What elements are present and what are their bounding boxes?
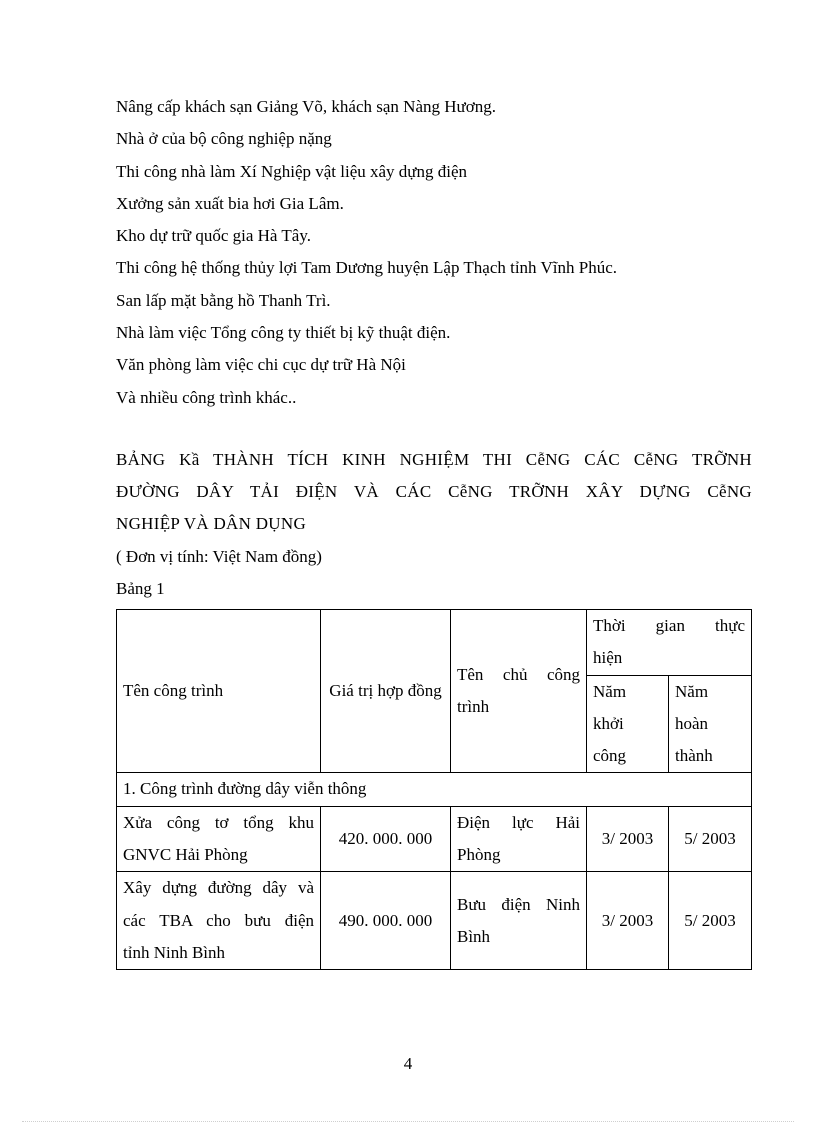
page-number: 4 [403, 1054, 413, 1073]
list-item: Nhà ở của bộ công nghiệp nặng [116, 129, 332, 149]
list-item: Kho dự trữ quốc gia Hà Tây. [116, 226, 311, 246]
header-start-line: Năm [593, 681, 627, 701]
header-time-line: hiện [593, 648, 623, 668]
list-item: Thi công nhà làm Xí Nghiệp vật liệu xây dựng điện [116, 161, 468, 181]
cell-owner [451, 806, 587, 872]
header-end-line: hoàn [675, 713, 709, 733]
list-item: Nhà làm việc Tổng công ty thiết bị kỹ thuật điện. [116, 323, 451, 343]
header-name: Tên công trình [117, 610, 321, 773]
cell-value: 420. 000. 000 [321, 806, 451, 872]
header-owner-text: Tên chủ công trình [457, 664, 580, 717]
cell-owner-line: Bưu điện Ninh [457, 894, 580, 914]
table-section-row [117, 773, 752, 806]
cell-owner [451, 872, 587, 970]
list-item: Văn phòng làm việc chi cục dự trữ Hà Nội [116, 355, 406, 375]
list-item: Xưởng sản xuất bia hơi Gia Lâm. [116, 193, 344, 213]
project-list [116, 94, 766, 417]
cell-value: 490. 000. 000 [321, 872, 451, 970]
unit-note: ( Đơn vị tính: Việt Nam đồng) [116, 547, 322, 566]
projects-table [116, 609, 752, 970]
cell-name-line: các TBA cho bưu điện [123, 910, 314, 930]
table-row [117, 872, 752, 970]
header-start-line: công [593, 746, 627, 766]
cell-owner-line: Bình [457, 926, 491, 946]
header-start-line: khởi [593, 713, 624, 733]
cell-owner-line: Điện lực Hải [457, 812, 580, 832]
cell-name-line: Xửa công tơ tổng khu [123, 812, 314, 832]
header-time-line: Thời gian thực [593, 616, 746, 635]
list-item: Và nhiều công trình khác.. [116, 387, 297, 407]
table-header-row [117, 610, 752, 676]
table-row [117, 806, 752, 872]
heading-line: NGHIỆP VÀ DÂN DỤNG [116, 514, 307, 533]
cell-name [117, 806, 321, 872]
cell-name-line: Xây dựng đường dây và [123, 878, 314, 898]
table-label: Bảng 1 [116, 579, 165, 598]
header-owner [451, 610, 587, 773]
header-value-text: Giá trị hợp đồng [329, 681, 442, 701]
header-end-year [669, 675, 752, 773]
cell-name [117, 872, 321, 970]
section-title: 1. Công trình đường dây viễn thông [117, 773, 752, 806]
header-start-year [587, 675, 669, 773]
cell-end: 5/ 2003 [669, 806, 752, 872]
heading-line: ĐƯỜNG DÂY TẢI ĐIỆN VÀ CÁC CễNG TRỠNH XÂY DỰNG CễNG [116, 482, 752, 501]
header-time [587, 610, 752, 676]
heading-line: BẢNG Kầ THÀNH TÍCH KINH NGHIỆM THI CễNG CÁC CễNG TRỠNH [116, 450, 752, 469]
cell-start: 3/ 2003 [587, 806, 669, 872]
page-edge-divider [22, 1121, 794, 1122]
section-heading [116, 446, 752, 542]
cell-name-line: GNVC Hải Phòng [123, 845, 248, 865]
list-item: San lấp mặt bằng hồ Thanh Trì. [116, 290, 331, 310]
cell-start: 3/ 2003 [587, 872, 669, 970]
cell-owner-line: Phòng [457, 845, 501, 865]
list-item: Thi công hệ thống thủy lợi Tam Dương huyện Lập Thạch tỉnh Vĩnh Phúc. [116, 258, 618, 278]
list-item: Nâng cấp khách sạn Giảng Võ, khách sạn Nàng Hương. [116, 97, 496, 116]
header-end-line: Năm [675, 681, 709, 701]
cell-end: 5/ 2003 [669, 872, 752, 970]
header-value [321, 610, 451, 773]
header-end-line: thành [675, 746, 713, 766]
cell-name-line: tỉnh Ninh Bình [123, 942, 226, 962]
